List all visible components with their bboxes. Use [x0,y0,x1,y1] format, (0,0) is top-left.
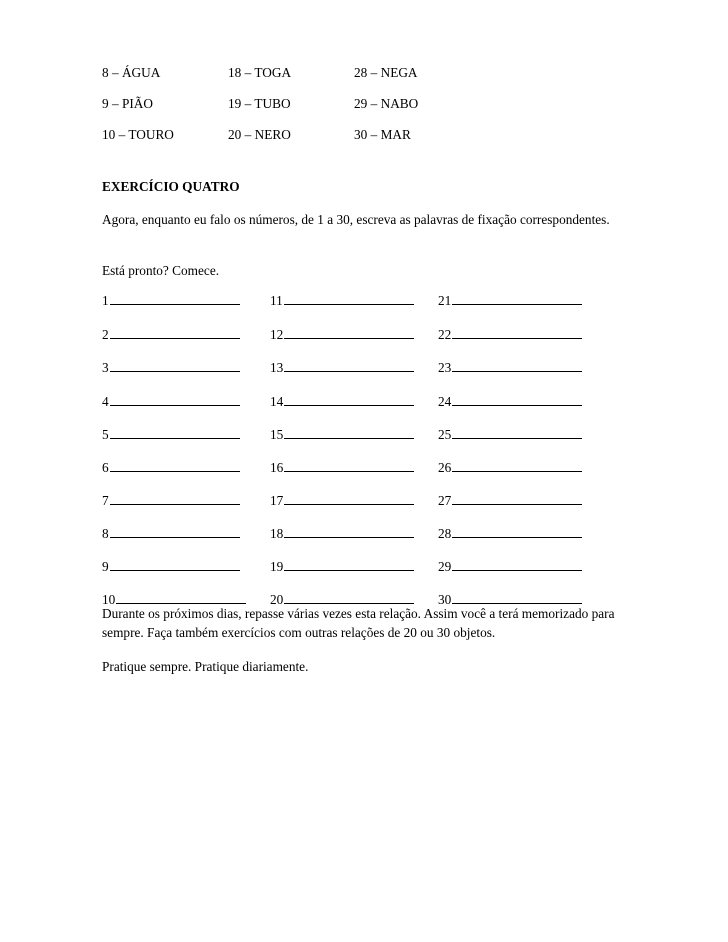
answer-number: 19 [270,559,284,574]
answer-blank[interactable] [102,426,240,444]
answer-number: 14 [270,394,284,409]
answer-number: 4 [102,394,109,409]
exercise-instruction: Agora, enquanto eu falo os números, de 1 a 30, escreva as palavras de fixação correspondentes. [102,212,610,227]
exercise-prompt: Está pronto? Comece. [102,263,220,278]
answer-blank[interactable] [102,393,240,411]
word-list-item: 19 – TUBO [228,96,291,111]
answer-number: 22 [438,327,452,342]
answer-number: 6 [102,460,109,475]
answer-number: 12 [270,327,284,342]
exercise-heading: EXERCÍCIO QUATRO [102,179,240,194]
answer-blank[interactable] [270,558,414,576]
answer-number: 28 [438,526,452,541]
answer-blank[interactable] [270,359,414,377]
answer-number: 16 [270,460,284,475]
word-list-item: 18 – TOGA [228,65,292,80]
answer-blank[interactable] [270,393,414,411]
answer-number: 23 [438,360,452,375]
answer-blank[interactable] [102,459,240,477]
answer-blank[interactable] [102,492,240,510]
answer-blank[interactable] [438,292,582,310]
answer-number: 30 [438,592,452,607]
answer-blank[interactable] [438,492,582,510]
answer-number: 21 [438,293,452,308]
answer-blank[interactable] [438,393,582,411]
answer-blank[interactable] [270,459,414,477]
answer-number: 10 [102,592,116,607]
answer-blank[interactable] [270,292,414,310]
answer-blank[interactable] [102,525,240,543]
answer-blank[interactable] [102,359,240,377]
answer-number: 11 [270,293,283,308]
answer-blank[interactable] [438,525,582,543]
closing-practice: Pratique sempre. Pratique diariamente. [102,659,309,674]
word-list-item: 30 – MAR [354,127,411,142]
answer-number: 15 [270,427,284,442]
answer-number: 9 [102,559,109,574]
answer-number: 1 [102,293,109,308]
answer-number: 7 [102,493,109,508]
answer-blank[interactable] [438,459,582,477]
answer-blank[interactable] [438,426,582,444]
answer-number: 3 [102,360,109,375]
answer-blank[interactable] [270,525,414,543]
answer-blank[interactable] [438,359,582,377]
answer-number: 2 [102,327,109,342]
answer-number: 26 [438,460,452,475]
answer-number: 27 [438,493,452,508]
answer-number: 5 [102,427,109,442]
answer-blank[interactable] [102,558,240,576]
word-list-item: 28 – NEGA [354,65,418,80]
word-list-item: 10 – TOURO [102,127,174,142]
closing-review: Durante os próximos dias, repasse várias vezes esta relação. Assim você a terá memorizado para sempre. Faça também exercícios com outras relações de 20 ou 30 objetos. [102,606,615,640]
answer-blank[interactable] [438,326,582,344]
answer-number: 18 [270,526,284,541]
answer-blank[interactable] [270,492,414,510]
answer-number: 25 [438,427,452,442]
word-list-item: 29 – NABO [354,96,419,111]
answer-number: 20 [270,592,284,607]
answer-blank[interactable] [270,326,414,344]
answer-number: 17 [270,493,284,508]
answer-number: 13 [270,360,284,375]
word-list-item: 8 – ÁGUA [102,65,161,80]
answer-number: 8 [102,526,109,541]
word-list-item: 20 – NERO [228,127,291,142]
answer-blank[interactable] [102,326,240,344]
answer-blank[interactable] [438,558,582,576]
answer-number: 24 [438,394,452,409]
answer-blank[interactable] [270,426,414,444]
word-list-item: 9 – PIÃO [102,96,153,111]
answer-number: 29 [438,559,452,574]
answer-blank[interactable] [102,292,240,310]
